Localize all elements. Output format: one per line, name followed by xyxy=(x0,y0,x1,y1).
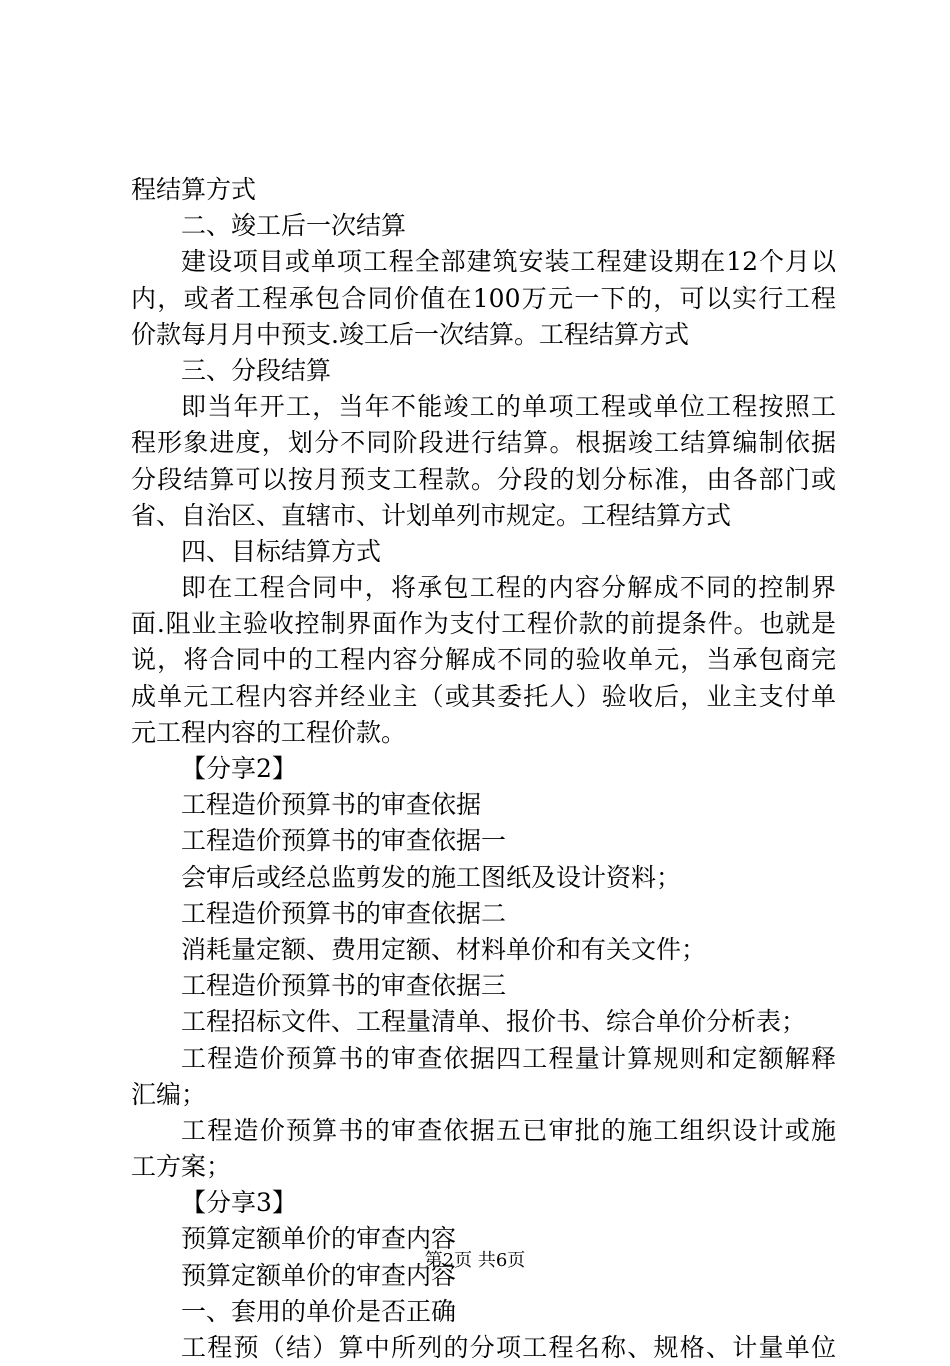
text-line: 工程预（结）算中所列的分项工程名称、规格、计量单位 xyxy=(181,1333,836,1362)
text-line: 工程招标文件、工程量清单、报价书、综合单价分析表； xyxy=(181,1007,807,1037)
text-line: 元工程内容的工程价款。 xyxy=(131,717,407,747)
text-line: 汇编； xyxy=(131,1079,207,1109)
text-line: 一、套用的单价是否正确 xyxy=(181,1296,457,1326)
text-line: 即在工程合同中，将承包工程的内容分解成不同的控制界 xyxy=(181,573,836,603)
text-line: 省、自治区、直辖市、计划单列市规定。工程结算方式 xyxy=(131,500,732,530)
text-line: 工程造价预算书的审查依据三 xyxy=(181,971,507,1001)
text-line: 面.阻业主验收控制界面作为支付工程价款的前提条件。也就是 xyxy=(131,609,836,639)
text-line: 分段结算可以按月预支工程款。分段的划分标准，由各部门或 xyxy=(131,464,836,494)
text-line: 工程造价预算书的审查依据 xyxy=(181,790,482,820)
share-heading: 【分享2】 xyxy=(181,754,297,783)
share-heading: 【分享3】 xyxy=(181,1188,297,1218)
text-line: 工方案； xyxy=(131,1152,232,1182)
text-line: 会审后或经总监剪发的施工图纸及设计资料； xyxy=(181,862,682,892)
text-line: 价款每月月中预支.竣工后一次结算。工程结算方式 xyxy=(131,319,689,349)
text-line: 工程造价预算书的审查依据二 xyxy=(181,898,507,928)
text-line: 程形象进度，划分不同阶段进行结算。根据竣工结算编制依据 xyxy=(131,428,836,458)
text-line: 工程造价预算书的审查依据一 xyxy=(181,826,507,856)
section-heading: 二、竣工后一次结算 xyxy=(181,211,407,241)
text-line: 成单元工程内容并经业主（或其委托人）验收后，业主支付单 xyxy=(131,681,836,711)
text-line: 预算定额单价的审查内容 xyxy=(181,1224,457,1254)
document-body xyxy=(131,172,836,1366)
text-line: 程结算方式 xyxy=(131,175,257,204)
text-line: 即当年开工，当年不能竣工的单项工程或单位工程按照工 xyxy=(181,392,836,422)
section-heading: 四、目标结算方式 xyxy=(181,536,382,566)
text-line: 工程造价预算书的审查依据五已审批的施工组织设计或施 xyxy=(181,1115,836,1145)
text-line: 预算定额单价的审查内容 xyxy=(181,1260,457,1290)
text-line: 建设项目或单项工程全部建筑安装工程建设期在12个月以 xyxy=(181,247,836,277)
text-line: 工程造价预算书的审查依据四工程量计算规则和定额解释 xyxy=(181,1043,836,1073)
page-footer: 第2页 共6页 xyxy=(424,1250,526,1271)
text-line: 消耗量定额、费用定额、材料单价和有关文件； xyxy=(181,934,707,964)
section-heading: 三、分段结算 xyxy=(181,355,332,385)
text-line: 内，或者工程承包合同价值在100万元一下的，可以实行工程 xyxy=(131,283,836,313)
text-line: 说，将合同中的工程内容分解成不同的验收单元，当承包商完 xyxy=(131,645,836,675)
